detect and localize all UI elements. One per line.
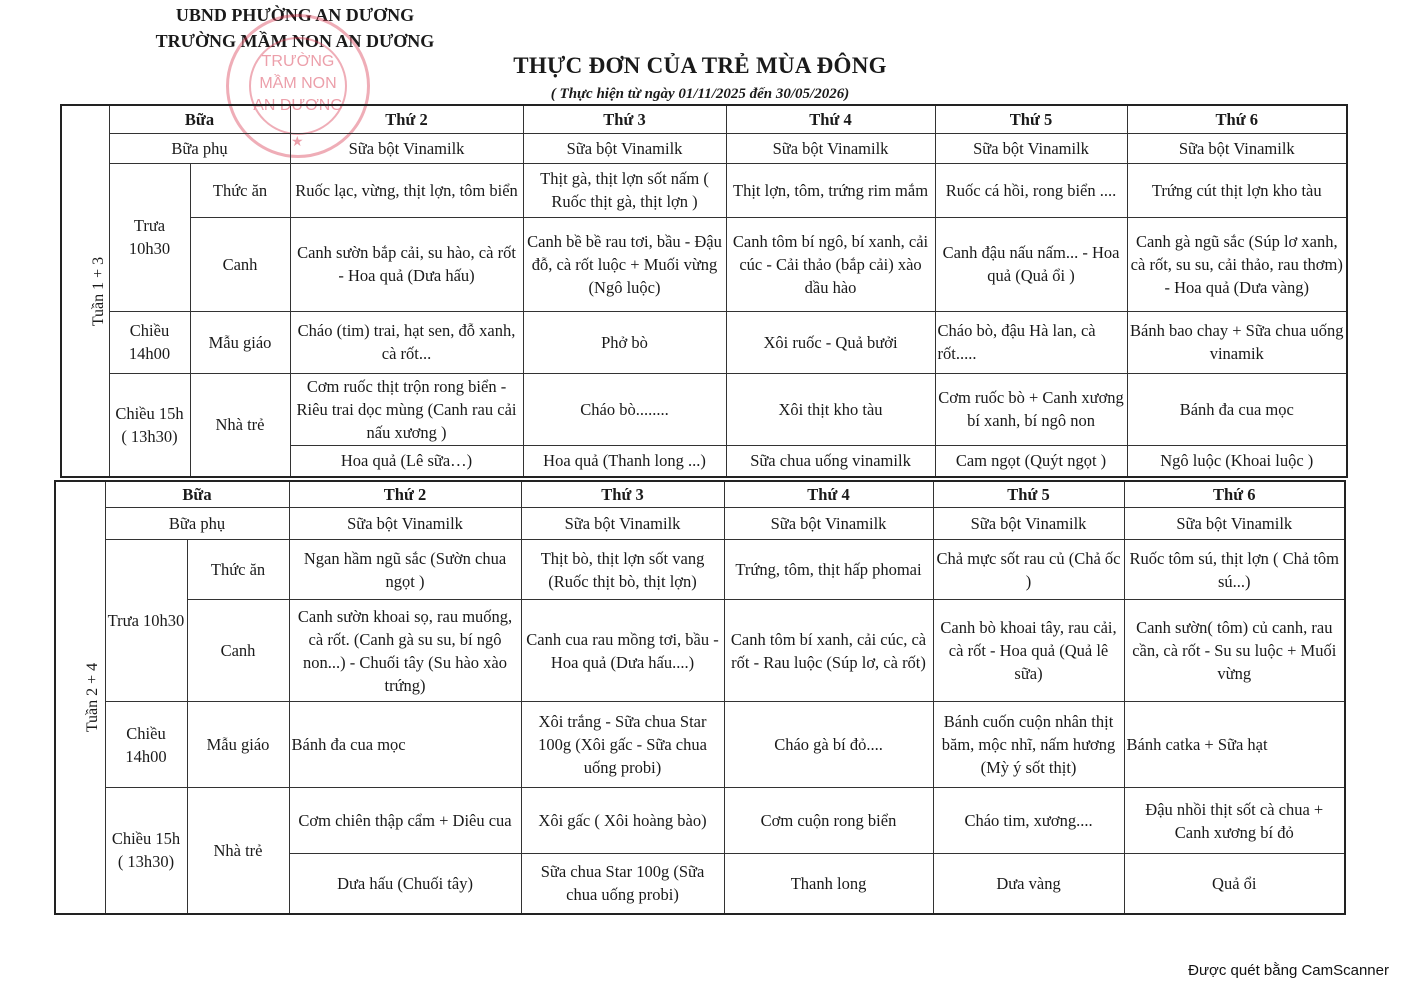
menu-cell: Canh sườn bắp cải, su hào, cà rốt - Hoa quả (Dưa hấu): [290, 217, 523, 311]
menu-cell: Sữa bột Vinamilk: [1124, 508, 1345, 540]
menu-cell: Quả ổi: [1124, 854, 1345, 914]
page-subtitle: ( Thực hiện từ ngày 01/11/2025 đến 30/05/2026): [550, 86, 850, 102]
meal-header: Bữa: [105, 481, 289, 508]
menu-cell: Sữa chua Star 100g (Sữa chua uống probi): [521, 854, 724, 914]
menu-cell: Sữa bột Vinamilk: [523, 133, 726, 163]
day-header: Thứ 3: [521, 481, 724, 508]
menu-table-week-1-3: [60, 104, 1348, 478]
menu-cell: Ngan hầm ngũ sắc (Sườn chua ngọt ): [289, 540, 521, 600]
menu-cell: Trứng, tôm, thịt hấp phomai: [724, 540, 933, 600]
menu-cell: Canh bề bề rau tơi, bầu - Đậu đỗ, cà rốt luộc + Muối vừng (Ngô luộc): [523, 217, 726, 311]
menu-cell: Canh bò khoai tây, rau cải, cà rốt - Hoa quả (Quả lê sữa): [933, 600, 1124, 702]
menu-cell: Trứng cút thịt lợn kho tàu: [1127, 163, 1347, 217]
menu-cell: Canh cua rau mồng tơi, bầu - Hoa quả (Dưa hấu....): [521, 600, 724, 702]
menu-cell: Cơm ruốc thịt trộn rong biển - Riêu trai dọc mùng (Canh rau cải nấu xương ): [290, 373, 523, 445]
menu-cell: Ruốc tôm sú, thịt lợn ( Chả tôm sú...): [1124, 540, 1345, 600]
day-header: Thứ 2: [290, 105, 523, 133]
menu-cell: Sữa bột Vinamilk: [1127, 133, 1347, 163]
menu-cell: Xôi ruốc - Quả bưởi: [726, 311, 935, 373]
afternoon-time-label: Chiều 15h ( 13h30): [109, 373, 190, 477]
afternoon-time-label: Chiều 14h00: [109, 311, 190, 373]
menu-cell: Thịt gà, thịt lợn sốt nấm ( Ruốc thịt gà, thịt lợn ): [523, 163, 726, 217]
kindergarten-label: Mẫu giáo: [190, 311, 290, 373]
seal-text: TRƯỜNG MẦM NON AN DƯƠNG: [253, 53, 343, 114]
menu-cell: Thanh long: [724, 854, 933, 914]
day-header: Thứ 6: [1127, 105, 1347, 133]
day-header: Thứ 5: [935, 105, 1127, 133]
menu-cell: Canh đậu nấu nấm... - Hoa quả (Quả ổi ): [935, 217, 1127, 311]
menu-cell: Phở bò: [523, 311, 726, 373]
menu-cell: Cam ngọt (Quýt ngọt ): [935, 445, 1127, 477]
nursery-label: Nhà trẻ: [190, 373, 290, 477]
kindergarten-label: Mẫu giáo: [187, 702, 289, 788]
scanner-watermark: Được quét bằng CamScanner: [1188, 962, 1389, 979]
menu-cell: Cơm cuộn rong biển: [724, 788, 933, 854]
menu-cell: Canh sườn khoai sọ, rau muống, cà rốt. (Canh gà su su, bí ngô non...) - Chuối tây (Su hào xào trứng): [289, 600, 521, 702]
school-name: TRƯỜNG MẦM NON AN DƯƠNG: [155, 31, 435, 51]
menu-cell: Cháo bò........: [523, 373, 726, 445]
soup-label: Canh: [187, 600, 289, 702]
soup-label: Canh: [190, 217, 290, 311]
nursery-label: Nhà trẻ: [187, 788, 289, 914]
menu-cell: Bánh cuốn cuộn nhân thịt băm, mộc nhĩ, nấm hương (Mỳ ý sốt thịt): [933, 702, 1124, 788]
lunch-time-label: Trưa 10h30: [109, 163, 190, 311]
menu-cell: Canh tôm bí xanh, cải cúc, cà rốt - Rau luộc (Súp lơ, cà rốt): [724, 600, 933, 702]
menu-cell: Cơm ruốc bò + Canh xương bí xanh, bí ngô non: [935, 373, 1127, 445]
menu-cell: Sữa bột Vinamilk: [935, 133, 1127, 163]
star-icon: ★: [291, 135, 304, 150]
snack-label: Bữa phụ: [105, 508, 289, 540]
menu-cell: Ruốc lạc, vừng, thịt lợn, tôm biển: [290, 163, 523, 217]
menu-cell: Cháo gà bí đỏ....: [724, 702, 933, 788]
menu-cell: Dưa vàng: [933, 854, 1124, 914]
menu-cell: Đậu nhồi thịt sốt cà chua + Canh xương bí đỏ: [1124, 788, 1345, 854]
menu-cell: Ruốc cá hồi, rong biển ....: [935, 163, 1127, 217]
menu-cell: Chả mực sốt rau củ (Chả ốc ): [933, 540, 1124, 600]
ward-name: UBND PHƯỜNG AN DƯƠNG: [175, 5, 415, 25]
menu-cell: Hoa quả (Thanh long ...): [523, 445, 726, 477]
menu-cell: Canh sườn( tôm) củ canh, rau cần, cà rốt - Su su luộc + Muối vừng: [1124, 600, 1345, 702]
menu-cell: Thịt bò, thịt lợn sốt vang (Ruốc thịt bò, thịt lợn): [521, 540, 724, 600]
menu-cell: Cơm chiên thập cẩm + Diêu cua: [289, 788, 521, 854]
day-header: Thứ 3: [523, 105, 726, 133]
menu-cell: Sữa bột Vinamilk: [289, 508, 521, 540]
food-label: Thức ăn: [190, 163, 290, 217]
afternoon-time-label: Chiều 15h ( 13h30): [105, 788, 187, 914]
afternoon-time-label: Chiều 14h00: [105, 702, 187, 788]
menu-cell: Sữa bột Vinamilk: [933, 508, 1124, 540]
menu-cell: Bánh bao chay + Sữa chua uống vinamik: [1127, 311, 1347, 373]
meal-header: Bữa: [109, 105, 290, 133]
menu-cell: Sữa chua uống vinamilk: [726, 445, 935, 477]
day-header: Thứ 5: [933, 481, 1124, 508]
menu-cell: Bánh đa cua mọc: [1127, 373, 1347, 445]
week-label: Tuần 1 + 3: [61, 105, 109, 477]
menu-cell: Dưa hấu (Chuối tây): [289, 854, 521, 914]
menu-cell: Thịt lợn, tôm, trứng rim mắm: [726, 163, 935, 217]
food-label: Thức ăn: [187, 540, 289, 600]
menu-cell: Cháo (tim) trai, hạt sen, đỗ xanh, cà rốt...: [290, 311, 523, 373]
menu-cell: Hoa quả (Lê sữa…): [290, 445, 523, 477]
page-title: THỰC ĐƠN CỦA TRẺ MÙA ĐÔNG: [513, 53, 887, 78]
menu-cell: Ngô luộc (Khoai luộc ): [1127, 445, 1347, 477]
menu-cell: Canh gà ngũ sắc (Súp lơ xanh, cà rốt, su su, cải thảo, rau thơm) - Hoa quả (Dưa vàng): [1127, 217, 1347, 311]
menu-cell: Sữa bột Vinamilk: [521, 508, 724, 540]
menu-cell: Canh tôm bí ngô, bí xanh, cải cúc - Cải thảo (bắp cải) xào dầu hào: [726, 217, 935, 311]
menu-cell: Xôi trắng - Sữa chua Star 100g (Xôi gấc - Sữa chua uống probi): [521, 702, 724, 788]
menu-cell: Cháo bò, đậu Hà lan, cà rốt.....: [935, 311, 1127, 373]
snack-label: Bữa phụ: [109, 133, 290, 163]
week-label: Tuần 2 + 4: [55, 481, 105, 914]
menu-cell: Bánh catka + Sữa hạt: [1124, 702, 1345, 788]
menu-cell: Sữa bột Vinamilk: [726, 133, 935, 163]
menu-cell: Cháo tim, xương....: [933, 788, 1124, 854]
day-header: Thứ 4: [724, 481, 933, 508]
lunch-time-label: Trưa 10h30: [105, 540, 187, 702]
menu-cell: Xôi thịt kho tàu: [726, 373, 935, 445]
menu-cell: Sữa bột Vinamilk: [724, 508, 933, 540]
day-header: Thứ 6: [1124, 481, 1345, 508]
menu-cell: Bánh đa cua mọc: [289, 702, 521, 788]
menu-cell: Sữa bột Vinamilk: [290, 133, 523, 163]
menu-table-week-2-4: [54, 480, 1346, 915]
menu-cell: Xôi gấc ( Xôi hoàng bào): [521, 788, 724, 854]
day-header: Thứ 4: [726, 105, 935, 133]
day-header: Thứ 2: [289, 481, 521, 508]
